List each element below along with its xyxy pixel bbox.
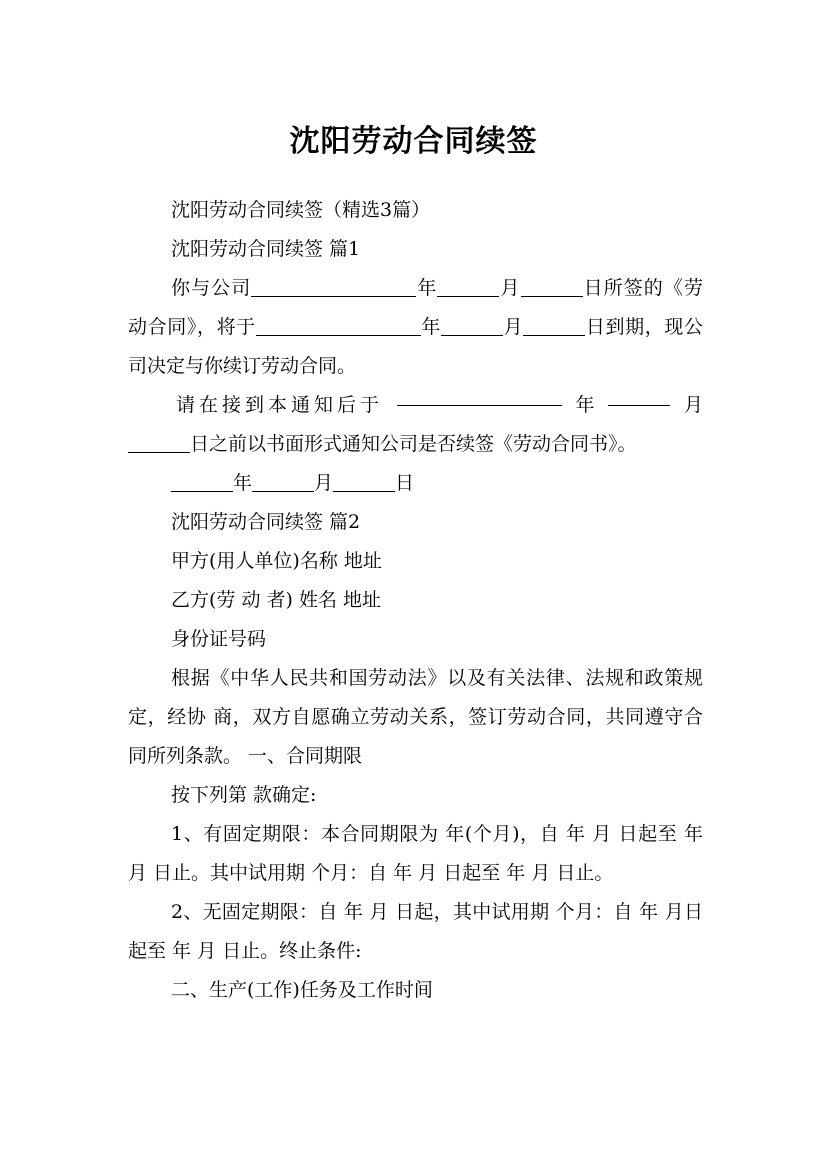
date-text: 月 — [314, 472, 334, 494]
notice-line — [128, 386, 703, 425]
notice-paragraph-1 — [128, 269, 703, 386]
blank-field[interactable] — [128, 433, 190, 453]
notice-text: 你与公司 — [171, 277, 252, 299]
document-subtitle: 沈阳劳动合同续签（精选3篇） — [171, 199, 431, 221]
id-number-line: 身份证号码 — [171, 628, 267, 650]
blank-field[interactable] — [256, 316, 421, 336]
blank-field[interactable] — [437, 277, 499, 297]
notice-text: 月 — [683, 394, 703, 416]
part2-heading: 沈阳劳动合同续签 篇2 — [171, 511, 361, 533]
fixed-term-paragraph: 1、有固定期限：本合同期限为 年(个月)，自 年 月 日起至 年 月 日止。其中试用期 个月：自 年 月 日起至 年 月 日止。 — [128, 823, 703, 884]
blank-field[interactable] — [333, 472, 395, 492]
notice-text: 请在接到本通知后于 — [176, 394, 384, 416]
blank-field[interactable] — [251, 277, 416, 297]
blank-field[interactable] — [171, 472, 233, 492]
notice-text: 期，现公司决定与你续订劳动合同。 — [128, 316, 703, 377]
blank-field[interactable] — [252, 472, 314, 492]
part1-heading: 沈阳劳动合同续签 篇1 — [171, 238, 361, 260]
document-body — [128, 191, 703, 1010]
notice-text: 日到 — [585, 316, 626, 338]
notice-line — [128, 425, 703, 464]
basis-paragraph: 根据《中华人民共和国劳动法》以及有关法律、法规和政策规定，经协 商，双方自愿确立劳动关系，签订劳动合同，共同遵守合同所列条款。 一、合同期限 — [128, 667, 703, 767]
term-intro: 按下列第 款确定: — [171, 784, 317, 806]
blank-field[interactable] — [397, 386, 562, 406]
section-2-heading: 二、生产(工作)任务及工作时间 — [171, 979, 433, 1001]
document-title: 沈阳劳动合同续签 — [289, 124, 538, 160]
notice-text: 年 — [420, 316, 442, 338]
notice-text: 年 — [575, 394, 595, 416]
party-a-line: 甲方(用人单位)名称 地址 — [171, 550, 382, 572]
notice-text: 月 — [503, 316, 524, 338]
blank-field[interactable] — [521, 277, 583, 297]
blank-field[interactable] — [441, 316, 503, 336]
date-text: 日 — [395, 472, 415, 494]
blank-field[interactable] — [608, 386, 670, 406]
notice-text: 日所签的 — [582, 277, 664, 299]
notice-paragraph-2 — [128, 386, 703, 464]
notice-text: 年 — [416, 277, 438, 299]
notice-text: 《劳动合同》，将于 — [128, 277, 703, 338]
party-b-line: 乙方(劳 动 者) 姓名 地址 — [171, 589, 381, 611]
open-term-paragraph: 2、无固定期限：自 年 月 日起，其中试用期 个月：自 年 月日起至 年 月 日止。终止条件: — [128, 901, 703, 962]
notice-text: 月 — [499, 277, 521, 299]
date-text: 年 — [233, 472, 253, 494]
signature-date — [128, 464, 703, 503]
notice-text: 日之前以书面形式通知公司是否续签《劳动合同书》。 — [190, 433, 637, 455]
blank-field[interactable] — [523, 316, 585, 336]
